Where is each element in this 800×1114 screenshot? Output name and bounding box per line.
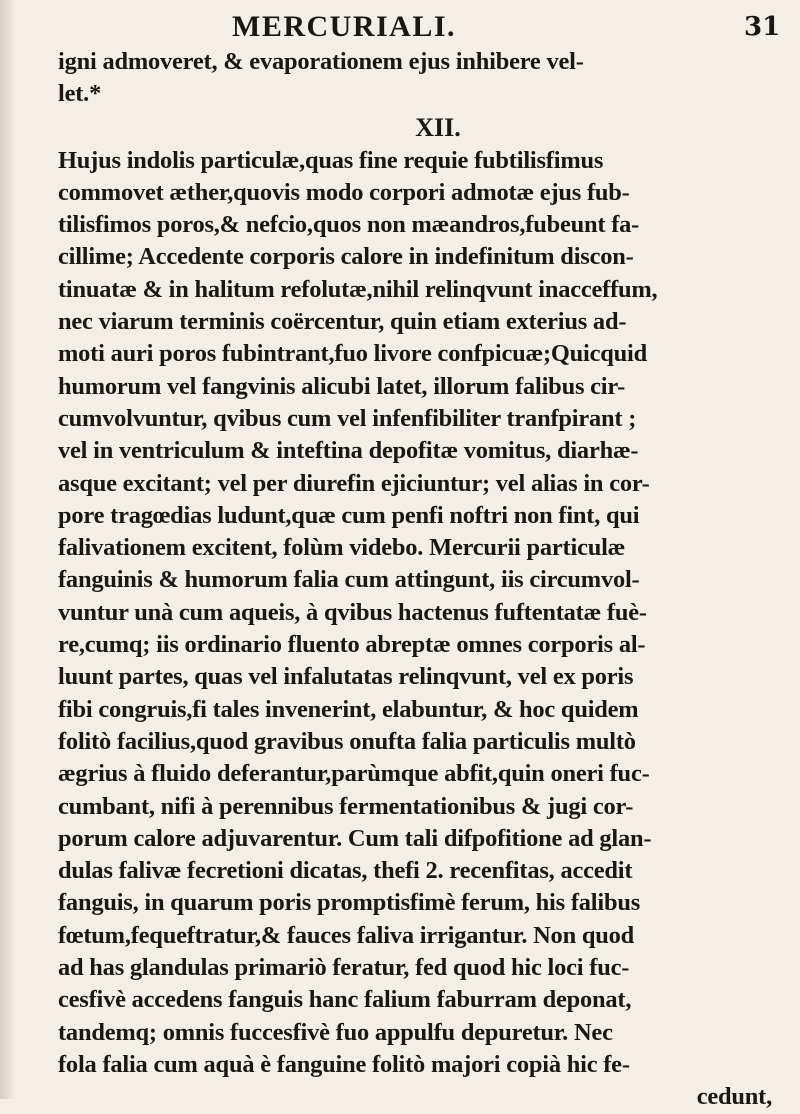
text-line: fœtum,fequeftratur,& fauces faliva irrigantur. Non quod — [58, 921, 635, 949]
text-line: tandemq; omnis fuccesfivè fuo appulfu depuretur. Nec — [58, 1018, 613, 1046]
text-line: commovet æther,quovis modo corpori admotæ ejus fub- — [58, 178, 630, 206]
text-line: pore tragœdias ludunt,quæ cum penfi noftri non fint, qui — [58, 501, 640, 529]
text-line: porum calore adjuvarentur. Cum tali difpofitione ad glan- — [58, 824, 652, 852]
page-gutter-shadow — [0, 0, 16, 1099]
text-line: ad has glandulas primariò feratur, fed quod hic loci fuc- — [58, 954, 630, 982]
paragraph — [58, 145, 778, 1082]
text-line: luunt partes, quas vel infalutatas relinqvunt, vel ex poris — [58, 663, 634, 691]
text-line: fanguinis & humorum falia cum attingunt, iis circumvol- — [58, 566, 640, 594]
running-title: MERCURIALI. — [232, 10, 457, 43]
body-text — [58, 46, 778, 1114]
text-line: folitò facilius,quod gravibus onufta falia particulis multò — [58, 727, 636, 755]
text-line: fanguis, in quarum poris promptisfimè ferum, his falibus — [58, 889, 641, 917]
section-number: XII. — [415, 112, 461, 142]
text-line: dulas falivæ fecretioni dicatas, thefi 2. recenfitas, accedit — [58, 857, 633, 885]
text-line: fola falia cum aquà è fanguine folitò majori copià hic fe- — [58, 1050, 630, 1078]
text-line: ægrius à fluido deferantur,parùmque abfit,quin oneri fuc- — [58, 760, 650, 788]
text-line: nec viarum terminis coërcentur, quin etiam exterius ad- — [58, 308, 627, 336]
text-line: re,cumq; iis ordinario fluento abreptæ omnes corporis al- — [58, 631, 646, 659]
text-line: falivationem excitent, folùm videbo. Mercurii particulæ — [58, 534, 626, 562]
text-line: moti auri poros fubintrant,fuo livore confpicuæ;Quicquid — [58, 340, 648, 368]
text-line: vel in ventriculum & inteftina depofitæ vomitus, diarhæ- — [58, 437, 639, 465]
text-line: let.* — [58, 80, 102, 108]
text-line: cumvolvuntur, qvibus cum vel infenfibiliter tranfpirant ; — [58, 404, 637, 432]
text-line: vuntur unà cum aqueis, à qvibus hactenus fuftentatæ fuè- — [58, 598, 647, 626]
text-line: cesfivè accedens fanguis hanc falium faburram deponat, — [58, 986, 632, 1014]
text-line: cumbant, nifi à perennibus fermentationibus & jugi cor- — [58, 792, 634, 820]
text-line: fibi congruis,fi tales invenerint, elabuntur, & hoc quidem — [58, 695, 639, 723]
text-line: Hujus indolis particulæ,quas fine requie fubtilisfimus — [58, 146, 604, 174]
page-number: 31 — [744, 12, 781, 42]
text-line: igni admoveret, & evaporationem ejus inhibere vel- — [58, 48, 584, 75]
text-line: tinuatæ & in halitum refolutæ,nihil relinqvunt inacceffum, — [58, 275, 658, 303]
text-line: cillime; Accedente corporis calore in indefinitum discon- — [58, 243, 634, 271]
catchword: cedunt, — [696, 1083, 772, 1111]
text-line: humorum vel fangvinis alicubi latet, illorum falibus cir- — [58, 372, 626, 400]
text-line: asque excitant; vel per diurefin ejiciuntur; vel alias in cor- — [58, 469, 650, 497]
text-line: tilisfimos poros,& nefcio,quos non mæandros,fubeunt fa- — [58, 211, 640, 239]
